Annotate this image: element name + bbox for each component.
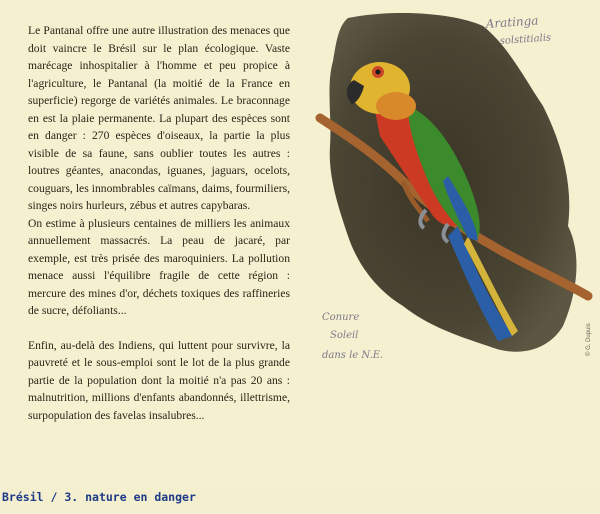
annotation-region: dans le N.E. [322,350,384,361]
illustration-credit: © G. Dupuis [586,323,592,356]
footer-chapter[interactable]: 3. nature en danger [64,490,196,504]
footer-separator: / [43,490,65,504]
paragraph: Enfin, au-delà des Indiens, qui luttent pour survivre, la pauvreté et le sous-emploi sont le lot de la plus grande partie de la population dont la moitié n'a pas 20 ans : malnutrition, millions d'enfants abandonnés, illettrisme, surpopulation des favelas insalubres... [28,338,290,422]
annotation-species: Aratinga [485,13,539,31]
parrot-illustration [308,6,598,378]
article-text [28,22,290,424]
annotation-common-name: Soleil [330,330,359,341]
paragraph: Le Pantanal offre une autre illustration des menaces que doit vaincre le Brésil sur le plan écologique. Vaste marécage inhospitalier à l'homme et peu propice à l'agriculture, le Pantanal (la moitié de la France en superficie) regorge de variétés animales. Le braconnage en est la plaie permanente. La plupart des espèces sont en danger : 270 espèces d'oiseaux, la partie la plus visible de sa faune, sans oublier toutes les autres : loutres géantes, anacondas, iguanes, jaguars, ocelots, couguars, les innombrables caïmans, daims, fourmiliers, singes noirs hurleurs, zébus et autres capybaras. [28,24,290,212]
parrot-neck [376,92,416,120]
paragraph: On estime à plusieurs centaines de milliers les animaux annuellement massacrés. La peau de jacaré, par exemple, est très prisée des maroquiniers. La pollution menace aussi l'équilibre fragile de cette région : mercure des mines d'or, déchets toxiques des raffineries de sucre, défoliants... [28,216,290,317]
parrot-eye [376,70,381,75]
annotation-common-name: Conure [322,312,360,323]
annotation-species: solstitialis [499,32,552,47]
footer-breadcrumb [2,490,196,504]
footer-section[interactable]: Brésil [2,490,44,504]
